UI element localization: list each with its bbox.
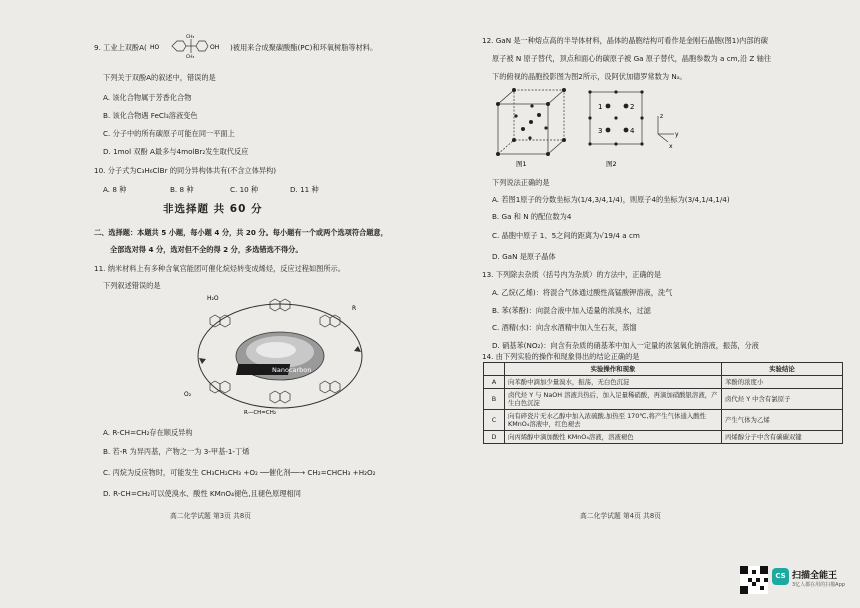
page-3-footer: 高二化学试题 第3页 共8页 [170, 512, 251, 520]
fig-r-label: R [352, 305, 357, 312]
q13-option-a: A. 乙烷(乙烯)：将混合气体通过酸性高锰酸钾溶液，洗气 [492, 288, 673, 297]
q9-option-c: C. 分子中的所有碳原子可能在同一平面上 [103, 129, 235, 138]
fig2-atom-1: 1 [598, 103, 603, 111]
q11-subquestion: 下列叙述错误的是 [103, 281, 161, 290]
table-row [484, 410, 843, 431]
table-cell: 卤代烃 Y 中含有氯原子 [722, 389, 843, 410]
q9-option-d: D. 1mol 双酚 A最多与4molBr₂发生取代反应 [103, 147, 249, 156]
table-cell: B [484, 389, 505, 410]
table-cell: 卤代烃 Y 与 NaOH 溶液共热后，加入足量稀硝酸，再滴加硝酸银溶液，产生白色沉淀 [505, 389, 722, 410]
nanocarbon-catalytic-cycle-figure [180, 290, 380, 418]
q13-option-c: C. 酒精(水)：向含水酒精中加入生石灰，蒸馏 [492, 323, 637, 332]
table-cell: D [484, 431, 505, 444]
fig2-atom-2: 2 [630, 103, 635, 111]
q11-option-b: B. 若-R 为异丙基，产物之一为 3-甲基-1-丁烯 [103, 447, 250, 456]
nanocarbon-label: Nanocarbon [272, 366, 312, 374]
q10-option-d: D. 11 种 [290, 185, 319, 194]
camscanner-brand: 扫描全能王 [792, 571, 838, 581]
q11-stem: 11. 纳米材料上有多种含氧官能团可催化烷烃转变成烯烃，反应过程如图所示。 [94, 264, 345, 273]
q13-option-b: B. 苯(苯酚)：向混合液中加入适量的浓溴水，过滤 [492, 306, 651, 315]
camscanner-logo: CS [772, 568, 789, 585]
q12-stem-line2: 原子被 N 原子替代，顶点和面心的碳原子被 Ga 原子替代，晶胞参数为 a cm,沿 Z 轴往 [492, 54, 772, 63]
axis-y-label: y [675, 131, 679, 138]
table-cell: 丙烯醇分子中含有碳碳双键 [722, 431, 843, 444]
table-cell: 苯酚的浓度小 [722, 376, 843, 389]
table-cell: 向丙烯醇中滴加酸性 KMnO₄溶液，溶液褪色 [505, 431, 722, 444]
section2-instructions-line2: 全部选对得 4 分，选对但不全的得 2 分，多选错选不得分。 [110, 245, 303, 254]
q9-stem-tail: )被用来合成聚碳酸酯(PC)和环氧树脂等材料。 [230, 43, 378, 52]
table-cell: C [484, 410, 505, 431]
q13-stem: 13. 下列除去杂质（括号内为杂质）的方法中，正确的是 [482, 270, 662, 279]
qr-code [740, 566, 768, 594]
q12-option-a: A. 若图1原子的分数坐标为(1/4,3/4,1/4)，则原子4的坐标为(3/4,1/4,1/4) [492, 195, 730, 204]
q12-option-b: B. Ga 和 N 的配位数为4 [492, 212, 572, 221]
gan-unit-cell-figure [492, 86, 572, 168]
q12-stem-line1: 12. GaN 是一种熔点高的半导体材料，晶体的晶胞结构可看作是金刚石晶胞(图1)内部的碳 [482, 36, 768, 45]
table-header-row [484, 363, 843, 376]
bisphenol-a-structure [150, 33, 230, 59]
axis-z-label: z [660, 113, 664, 120]
camscanner-tagline: 3亿人都在用的扫描App [792, 582, 845, 588]
table-header-cell: 实验操作和现象 [505, 363, 722, 376]
q11-option-c: C. 丙烷为反应物时，可能发生 CH₃CH₂CH₃ +O₂ ──催化剂──→ CH₂=CHCH₃ +H₂O₂ [103, 468, 376, 477]
q9-option-a: A. 该化合物属于芳香化合物 [103, 93, 192, 102]
gan-projection-figure [586, 88, 686, 168]
fig2-label: 图2 [606, 160, 617, 168]
fig2-atom-3: 3 [598, 127, 603, 135]
table-header-cell: 实验结论 [722, 363, 843, 376]
table-header-cell [484, 363, 505, 376]
q14-stem: 14. 由下列实验的操作和现象得出的结论正确的是 [482, 352, 640, 361]
bisphenol-ho: HO [150, 44, 160, 51]
page-4 [430, 0, 860, 608]
q9-option-b: B. 该化合物遇 FeCl₃溶液变色 [103, 111, 198, 120]
q12-option-c: C. 晶胞中原子 1、5之间的距离为√19/4 a cm [492, 231, 640, 240]
table-cell: 向有碎瓷片无水乙醇中加入浓硫酸,加热至 170℃,将产生气体通入酸性 KMnO₄溶液中，红色褪去 [505, 410, 722, 431]
q10-option-b: B. 8 种 [170, 185, 194, 194]
q12-stem-line3: 下的俯视的晶胞投影图为图2所示，设阿伏加德罗常数为 Nₐ。 [492, 72, 687, 81]
q9-subquestion: 下列关于双酚A的叙述中，错误的是 [103, 73, 216, 82]
table-cell: 产生气体为乙烯 [722, 410, 843, 431]
fig-alkene-label: R—CH=CH₂ [244, 410, 277, 416]
axis-x-label: x [669, 143, 673, 150]
table-row [484, 431, 843, 444]
fig2-atom-4: 4 [630, 127, 635, 135]
table-cell: A [484, 376, 505, 389]
section2-instructions-line1: 二、选择题：本题共 5 小题，每小题 4 分，共 20 分。每小题有一个或两个选项符合题意， [94, 228, 388, 237]
q10-option-c: C. 10 种 [230, 185, 259, 194]
fig1-label: 图1 [516, 160, 527, 168]
q12-subquestion: 下列说法正确的是 [492, 178, 550, 187]
section-title: 非选择题 共 60 分 [163, 203, 263, 215]
bisphenol-oh: OH [210, 44, 220, 51]
table-row [484, 389, 843, 410]
q10-stem: 10. 分子式为C₃H₆ClBr 的同分异构体共有(不含立体异构) [94, 166, 277, 175]
fig-water-label: H₂O [207, 295, 219, 302]
bisphenol-ch3-top: CH₃ [186, 35, 195, 40]
fig-oxygen-label: O₂ [184, 391, 192, 398]
q10-option-a: A. 8 种 [103, 185, 127, 194]
page-4-footer: 高二化学试题 第4页 共8页 [580, 512, 661, 520]
table-row [484, 376, 843, 389]
q14-experiment-table [483, 362, 843, 444]
q11-option-a: A. R-CH=CH₂存在顺反异构 [103, 428, 193, 437]
q12-option-d: D. GaN 是原子晶体 [492, 252, 556, 261]
q11-option-d: D. R-CH=CH₂可以使溴水、酸性 KMnO₄褪色,且褪色原理相同 [103, 489, 301, 498]
q13-option-d: D. 硝基苯(NO₂)：向含有杂质的硝基苯中加入一定量的浓氢氧化钠溶液，振荡，分液 [492, 341, 759, 350]
q9-stem: 9. 工业上双酚A( [94, 43, 147, 52]
bisphenol-ch3-bottom: CH₃ [186, 55, 195, 59]
table-cell: 向苯酚中滴加少量溴水，振荡，无白色沉淀 [505, 376, 722, 389]
